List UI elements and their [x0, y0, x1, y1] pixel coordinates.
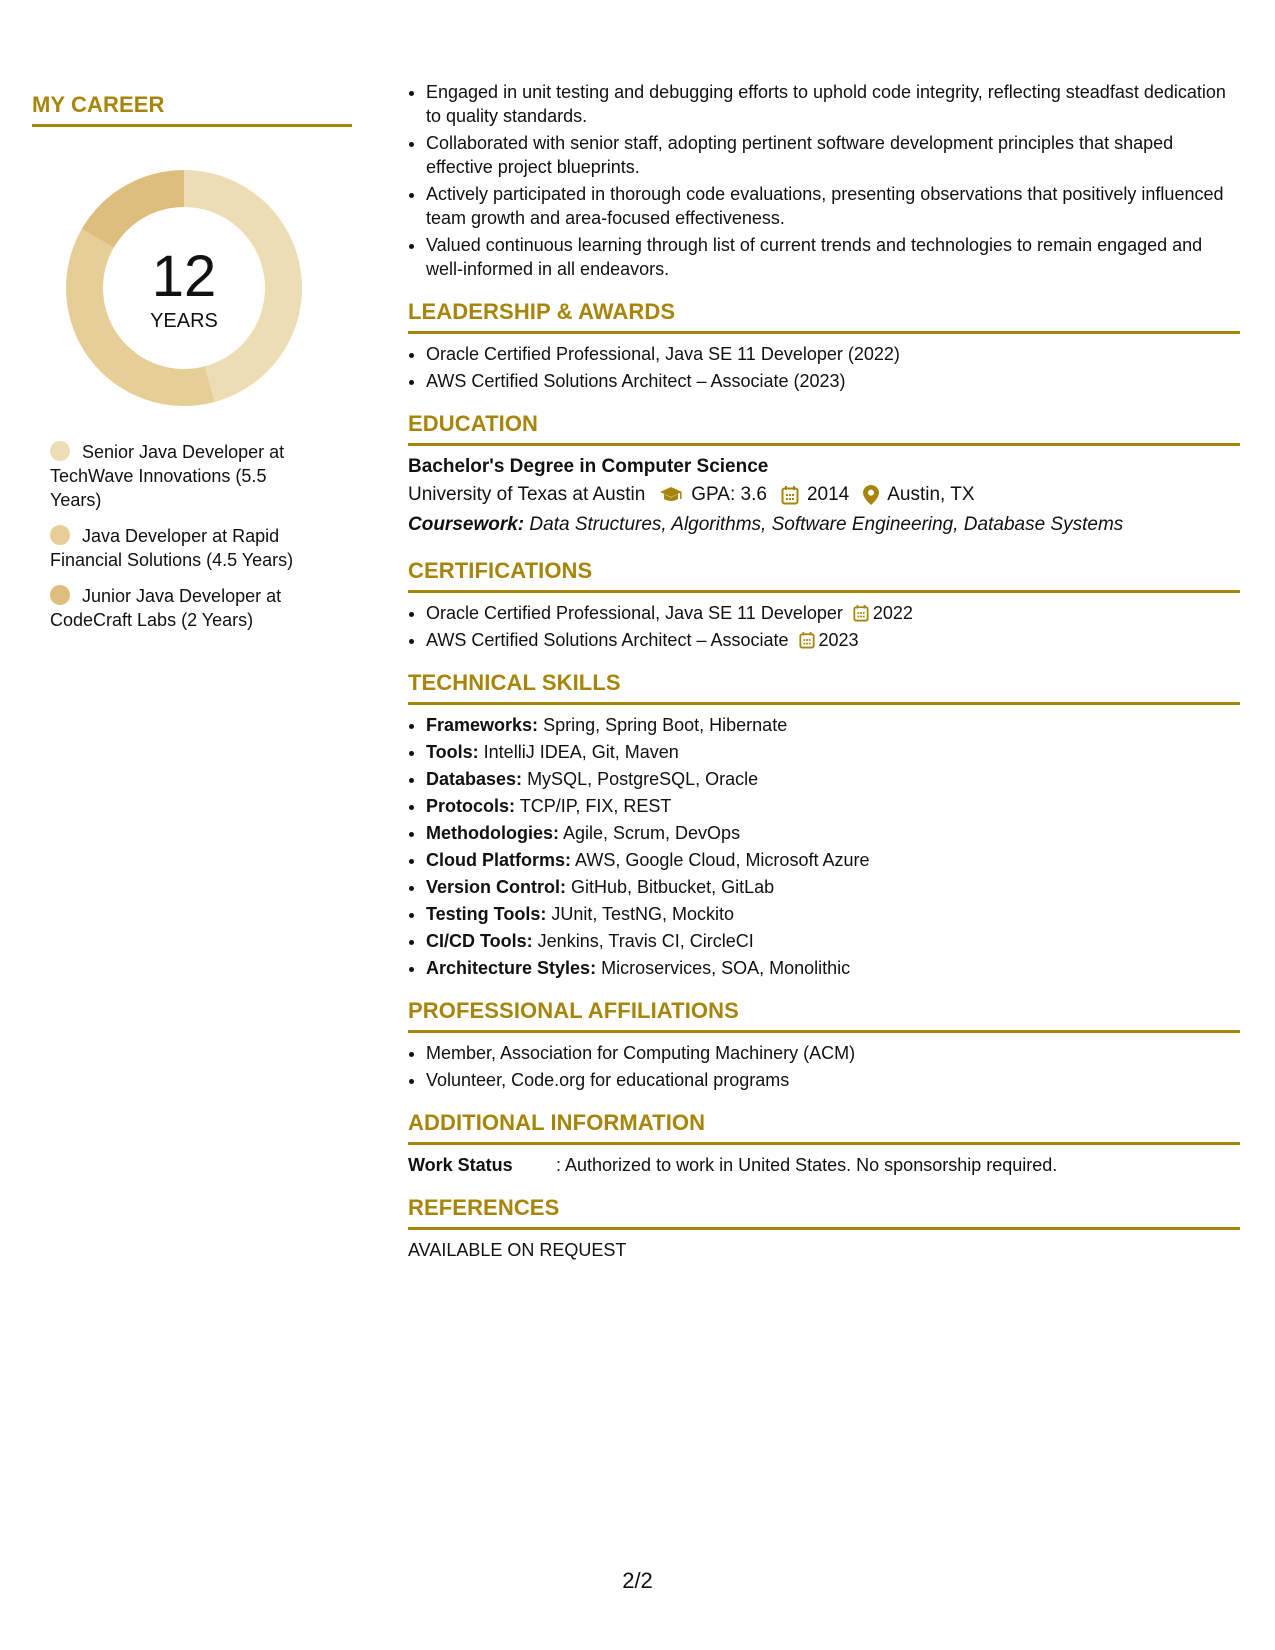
- skills-list: [408, 713, 1240, 980]
- skill-value: IntelliJ IDEA, Git, Maven: [483, 742, 679, 762]
- skill-label: Architecture Styles:: [426, 958, 597, 978]
- certification-name: Oracle Certified Professional, Java SE 11 Developer: [426, 603, 843, 623]
- coursework: [408, 510, 1240, 540]
- education-details: [408, 480, 1240, 510]
- skills-title: TECHNICAL SKILLS: [408, 670, 1240, 705]
- references-section: [408, 1195, 1240, 1262]
- location: Austin, TX: [887, 484, 975, 505]
- skill-label: CI/CD Tools:: [426, 931, 533, 951]
- skill-value: Microservices, SOA, Monolithic: [601, 958, 851, 978]
- skill-value: JUnit, TestNG, Mockito: [551, 904, 735, 924]
- coursework-label: Coursework:: [408, 514, 525, 535]
- legend-label: Junior Java Developer at CodeCraft Labs (2 Years): [50, 586, 282, 630]
- degree-name: Bachelor's Degree in Computer Science: [408, 456, 769, 477]
- affiliations-list: [408, 1041, 1240, 1092]
- affiliations-title: PROFESSIONAL AFFILIATIONS: [408, 998, 1240, 1033]
- school-name: University of Texas at Austin: [408, 484, 646, 505]
- list-item: • Engaged in unit testing and debugging efforts to uphold code integrity, reflecting steadfast dedication to quality standards.: [426, 80, 1240, 128]
- skill-label: Protocols:: [426, 796, 516, 816]
- references-text: AVAILABLE ON REQUEST: [408, 1240, 627, 1260]
- list-item: [426, 956, 1240, 980]
- legend-dot: [50, 585, 70, 605]
- leadership-list: [408, 342, 1240, 393]
- list-item: [426, 628, 1240, 652]
- skill-label: Databases:: [426, 769, 523, 789]
- legend-label: Senior Java Developer at TechWave Innovations (5.5 Years): [50, 442, 285, 510]
- gpa: GPA: 3.6: [691, 484, 767, 505]
- legend-dot: [50, 525, 70, 545]
- skill-label: Testing Tools:: [426, 904, 547, 924]
- list-item: [426, 821, 1240, 845]
- legend-item: [50, 524, 318, 572]
- certification-year: 2022: [872, 603, 913, 623]
- skill-value: Agile, Scrum, DevOps: [563, 823, 741, 843]
- certification-name: AWS Certified Solutions Architect – Associate: [426, 630, 789, 650]
- total-years-number: 12: [151, 243, 217, 309]
- certification-year: 2023: [818, 630, 859, 650]
- page-number: 2/2: [622, 1568, 653, 1593]
- references-title: REFERENCES: [408, 1195, 1240, 1230]
- career-legend: [32, 440, 352, 632]
- certifications-section: [408, 558, 1240, 652]
- skill-label: Methodologies:: [426, 823, 559, 843]
- calendar-icon: [853, 604, 869, 622]
- graduation-cap-icon: [659, 486, 683, 504]
- education-title: EDUCATION: [408, 411, 1240, 446]
- additional-section: [408, 1110, 1240, 1177]
- list-item: • Member, Association for Computing Machinery (ACM): [426, 1041, 1240, 1065]
- legend-label: Java Developer at Rapid Financial Solutions (4.5 Years): [50, 526, 294, 570]
- legend-dot: [50, 441, 70, 461]
- list-item: [426, 601, 1240, 625]
- career-donut-chart: [66, 170, 302, 406]
- affiliations-section: [408, 998, 1240, 1092]
- skill-label: Cloud Platforms:: [426, 850, 572, 870]
- additional-title: ADDITIONAL INFORMATION: [408, 1110, 1240, 1145]
- list-item: [426, 740, 1240, 764]
- list-item: [426, 794, 1240, 818]
- skill-value: AWS, Google Cloud, Microsoft Azure: [575, 850, 870, 870]
- skill-label: Tools:: [426, 742, 479, 762]
- work-status-label: Work Status: [408, 1155, 513, 1175]
- skills-section: [408, 670, 1240, 980]
- certifications-title: CERTIFICATIONS: [408, 558, 1240, 593]
- legend-item: [50, 584, 318, 632]
- list-item: • Oracle Certified Professional, Java SE 11 Developer (2022): [426, 342, 1240, 366]
- list-item: • Collaborated with senior staff, adopting pertinent software development principles that shaped effective project blueprints.: [426, 131, 1240, 179]
- skill-value: Spring, Spring Boot, Hibernate: [543, 715, 788, 735]
- legend-item: [50, 440, 318, 512]
- education-section: [408, 411, 1240, 540]
- skill-value: TCP/IP, FIX, REST: [519, 796, 672, 816]
- list-item: • AWS Certified Solutions Architect – Associate (2023): [426, 369, 1240, 393]
- list-item: • Volunteer, Code.org for educational programs: [426, 1068, 1240, 1092]
- experience-bullets: [408, 80, 1240, 281]
- calendar-icon: [799, 631, 815, 649]
- skill-label: Version Control:: [426, 877, 567, 897]
- main-content: [408, 80, 1240, 1262]
- certifications-list: [408, 601, 1240, 652]
- work-status-row: [408, 1153, 1240, 1177]
- list-item: [426, 929, 1240, 953]
- list-item: • Actively participated in thorough code evaluations, presenting observations that positively influenced team growth and area-focused effectiveness.: [426, 182, 1240, 230]
- list-item: [426, 767, 1240, 791]
- coursework-list: Data Structures, Algorithms, Software Engineering, Database Systems: [529, 514, 1124, 535]
- career-title: MY CAREER: [32, 92, 352, 127]
- list-item: • Valued continuous learning through list of current trends and technologies to remain engaged and well-informed in all endeavors.: [426, 233, 1240, 281]
- leadership-title: LEADERSHIP & AWARDS: [408, 299, 1240, 334]
- location-pin-icon: [863, 485, 879, 505]
- skill-value: Jenkins, Travis CI, CircleCI: [537, 931, 754, 951]
- donut-center: [66, 170, 302, 406]
- calendar-icon: [781, 485, 799, 505]
- work-status-value: : Authorized to work in United States. No sponsorship required.: [556, 1155, 1058, 1175]
- list-item: [426, 848, 1240, 872]
- list-item: [426, 902, 1240, 926]
- skill-value: GitHub, Bitbucket, GitLab: [571, 877, 775, 897]
- leadership-section: [408, 299, 1240, 393]
- skill-label: Frameworks:: [426, 715, 539, 735]
- list-item: [426, 713, 1240, 737]
- list-item: [426, 875, 1240, 899]
- career-sidebar: [32, 92, 352, 644]
- skill-value: MySQL, PostgreSQL, Oracle: [527, 769, 759, 789]
- graduation-year: 2014: [806, 484, 850, 505]
- total-years-unit: YEARS: [150, 309, 218, 332]
